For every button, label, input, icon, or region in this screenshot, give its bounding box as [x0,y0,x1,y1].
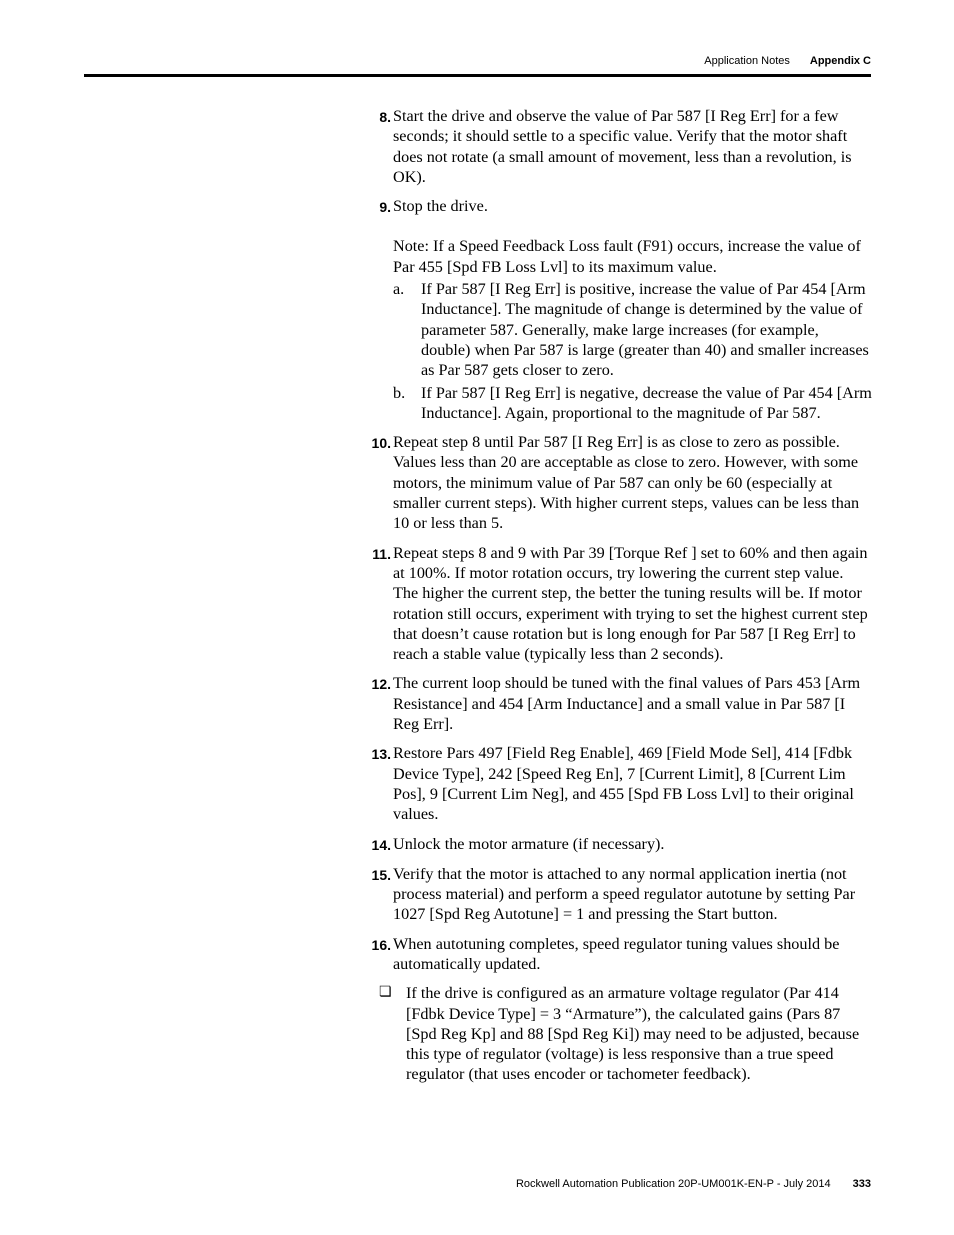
step-text: Stop the drive. [393,197,488,216]
step-text: Restore Pars 497 [Field Reg Enable], 469 [Field Mode Sel], 414 [Fdbk Device Type], 242 [Speed Reg En], 7 [Current Limit], 8 [Current Lim Pos], 9 [Current Lim Neg], and 455 [Spd FB Loss Lvl] to their original values. [393,744,854,824]
substep-b [393,383,872,424]
step-number: 13. [371,746,391,763]
step-text: Verify that the motor is attached to any normal application inertia (not process material) and perform a speed regulator autotune by setting Par 1027 [Spd Reg Autotune] = 1 and pressing the Start button. [393,864,856,924]
step-number: 15. [371,866,391,883]
step-14 [356,834,872,855]
step-text: Repeat step 8 until Par 587 [I Reg Err] is as close to zero as possible. Values less than 20 are acceptable as close to zero. However, with some motors, the minimum value of Par 587 can only be 60 (especially at smaller current steps). With higher current steps, values can be less than 10 or less than 5. [393,433,860,533]
step-8 [356,106,872,187]
footer-publication: Rockwell Automation Publication 20P-UM001K-EN-P - July 2014 [515,1178,831,1190]
step-number: 9. [379,199,391,216]
step-number: 14. [371,836,391,853]
checkbox-item-text: If the drive is configured as an armature voltage regulator (Par 414 [Fdbk Device Type] = 3 “Armature”), the calculated gains (Pars 87 [Spd Reg Kp] and 88 [Spd Reg Ki]) may need to be adjusted, because this type of regulator (voltage) is less responsive than a true speed regulator (that uses encoder or tachometer feedback). [406,984,860,1084]
step-13 [356,743,872,824]
procedure-steps [356,106,872,1085]
header-appendix: Appendix C [809,55,871,67]
substep-text: If Par 587 [I Reg Err] is positive, increase the value of Par 454 [Arm Inductance]. The magnitude of change is determined by the value of parameter 587. Generally, make large increases (for example, double) when Par 587 is large (greater than 40) and smaller increases as Par 587 gets closer to zero. [421,280,869,380]
step-number: 10. [371,435,391,452]
step-12 [356,673,872,734]
step-number: 8. [379,109,391,125]
step-number: 12. [371,676,391,693]
substep-text: If Par 587 [I Reg Err] is negative, decrease the value of Par 454 [Arm Inductance]. Again, proportional to the magnitude of Par 587. [421,383,872,422]
step-text: Unlock the motor armature (if necessary). [393,834,665,853]
substep-letter: b. [393,383,406,402]
running-header [704,53,871,69]
step-9 [356,196,872,423]
checkbox-icon: ❏ [379,985,392,1001]
header-rule [84,74,871,77]
header-section: Application Notes [704,55,790,67]
step-11 [356,543,872,665]
page-footer [516,1178,871,1192]
step-text: Repeat steps 8 and 9 with Par 39 [Torque Ref ] set to 60% and then again at 100%. If motor rotation occurs, try lowering the current step value. The higher the current step, the better the tuning results will be. If motor rotation still occurs, experiment with trying to set the highest current step that doesn’t cause rotation but is long enough for Par 587 [I Reg Err] to reach a stable value (typically less than 2 seconds). [393,543,868,664]
page-number: 333 [852,1178,871,1190]
step-note: Note: If a Speed Feedback Loss fault (F91) occurs, increase the value of Par 455 [Spd FB Loss Lvl] to its maximum value. [393,237,861,276]
step-16 [356,934,872,975]
substep-letter: a. [393,280,405,299]
step-text: Start the drive and observe the value of Par 587 [I Reg Err] for a few seconds; it should settle to a specific value. Verify that the motor shaft does not rotate (a small amount of movement, less than a revolution, is OK). [393,107,852,186]
substep-a [393,279,872,380]
step-15 [356,864,872,925]
step-text: When autotuning completes, speed regulator tuning values should be automatically updated. [393,934,840,973]
step-number: 16. [371,936,391,953]
checkbox-bullet-item [379,983,872,1084]
step-text: The current loop should be tuned with the final values of Pars 453 [Arm Resistance] and 454 [Arm Inductance] and a small value in Par 587 [I Reg Err]. [393,674,861,734]
step-10 [356,432,872,533]
step-number: 11. [372,545,391,562]
